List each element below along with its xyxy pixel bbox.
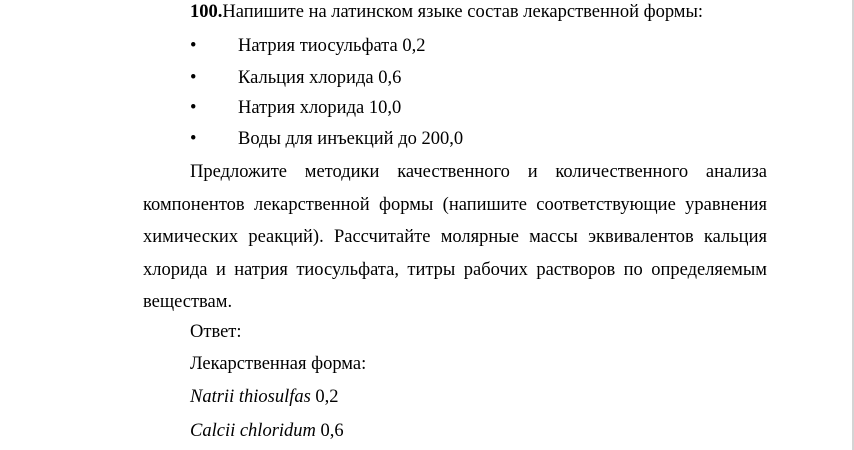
bullet-icon: • [190,68,197,88]
answer-drug-item [190,420,344,442]
task-heading-text: Напишите на латинском языке состав лекарственной формы: [222,2,704,22]
task-number: 100. [190,2,223,22]
latin-name: Natrii thiosulfas [190,387,311,407]
task-heading [190,1,703,23]
ingredient-item: Кальция хлорида 0,6 [238,68,402,88]
bullet-icon: • [190,98,197,118]
bullet-icon: • [190,36,197,56]
task-paragraph: Предложите методики качественного и количественного анализа компонентов лекарственной формы (напишите соответствующие уравнения химических реакций). Рассчитайте молярные массы эквивалентов кальция хлорида и натрия тиосульфата, титры рабочих растворов по определяемым веществам. [143,162,767,312]
latin-name: Calcii chloridum [190,421,316,441]
ingredient-item: Воды для инъекций до 200,0 [238,129,464,149]
ingredient-item: Натрия тиосульфата 0,2 [238,36,426,56]
drug-amount: 0,2 [310,387,339,407]
form-label: Лекарственная форма: [190,354,367,374]
answer-drug-item [190,386,339,408]
ingredient-item: Натрия хлорида 10,0 [238,98,402,118]
drug-amount: 0,6 [315,421,344,441]
bullet-icon: • [190,129,197,149]
answer-label: Ответ: [190,322,242,342]
